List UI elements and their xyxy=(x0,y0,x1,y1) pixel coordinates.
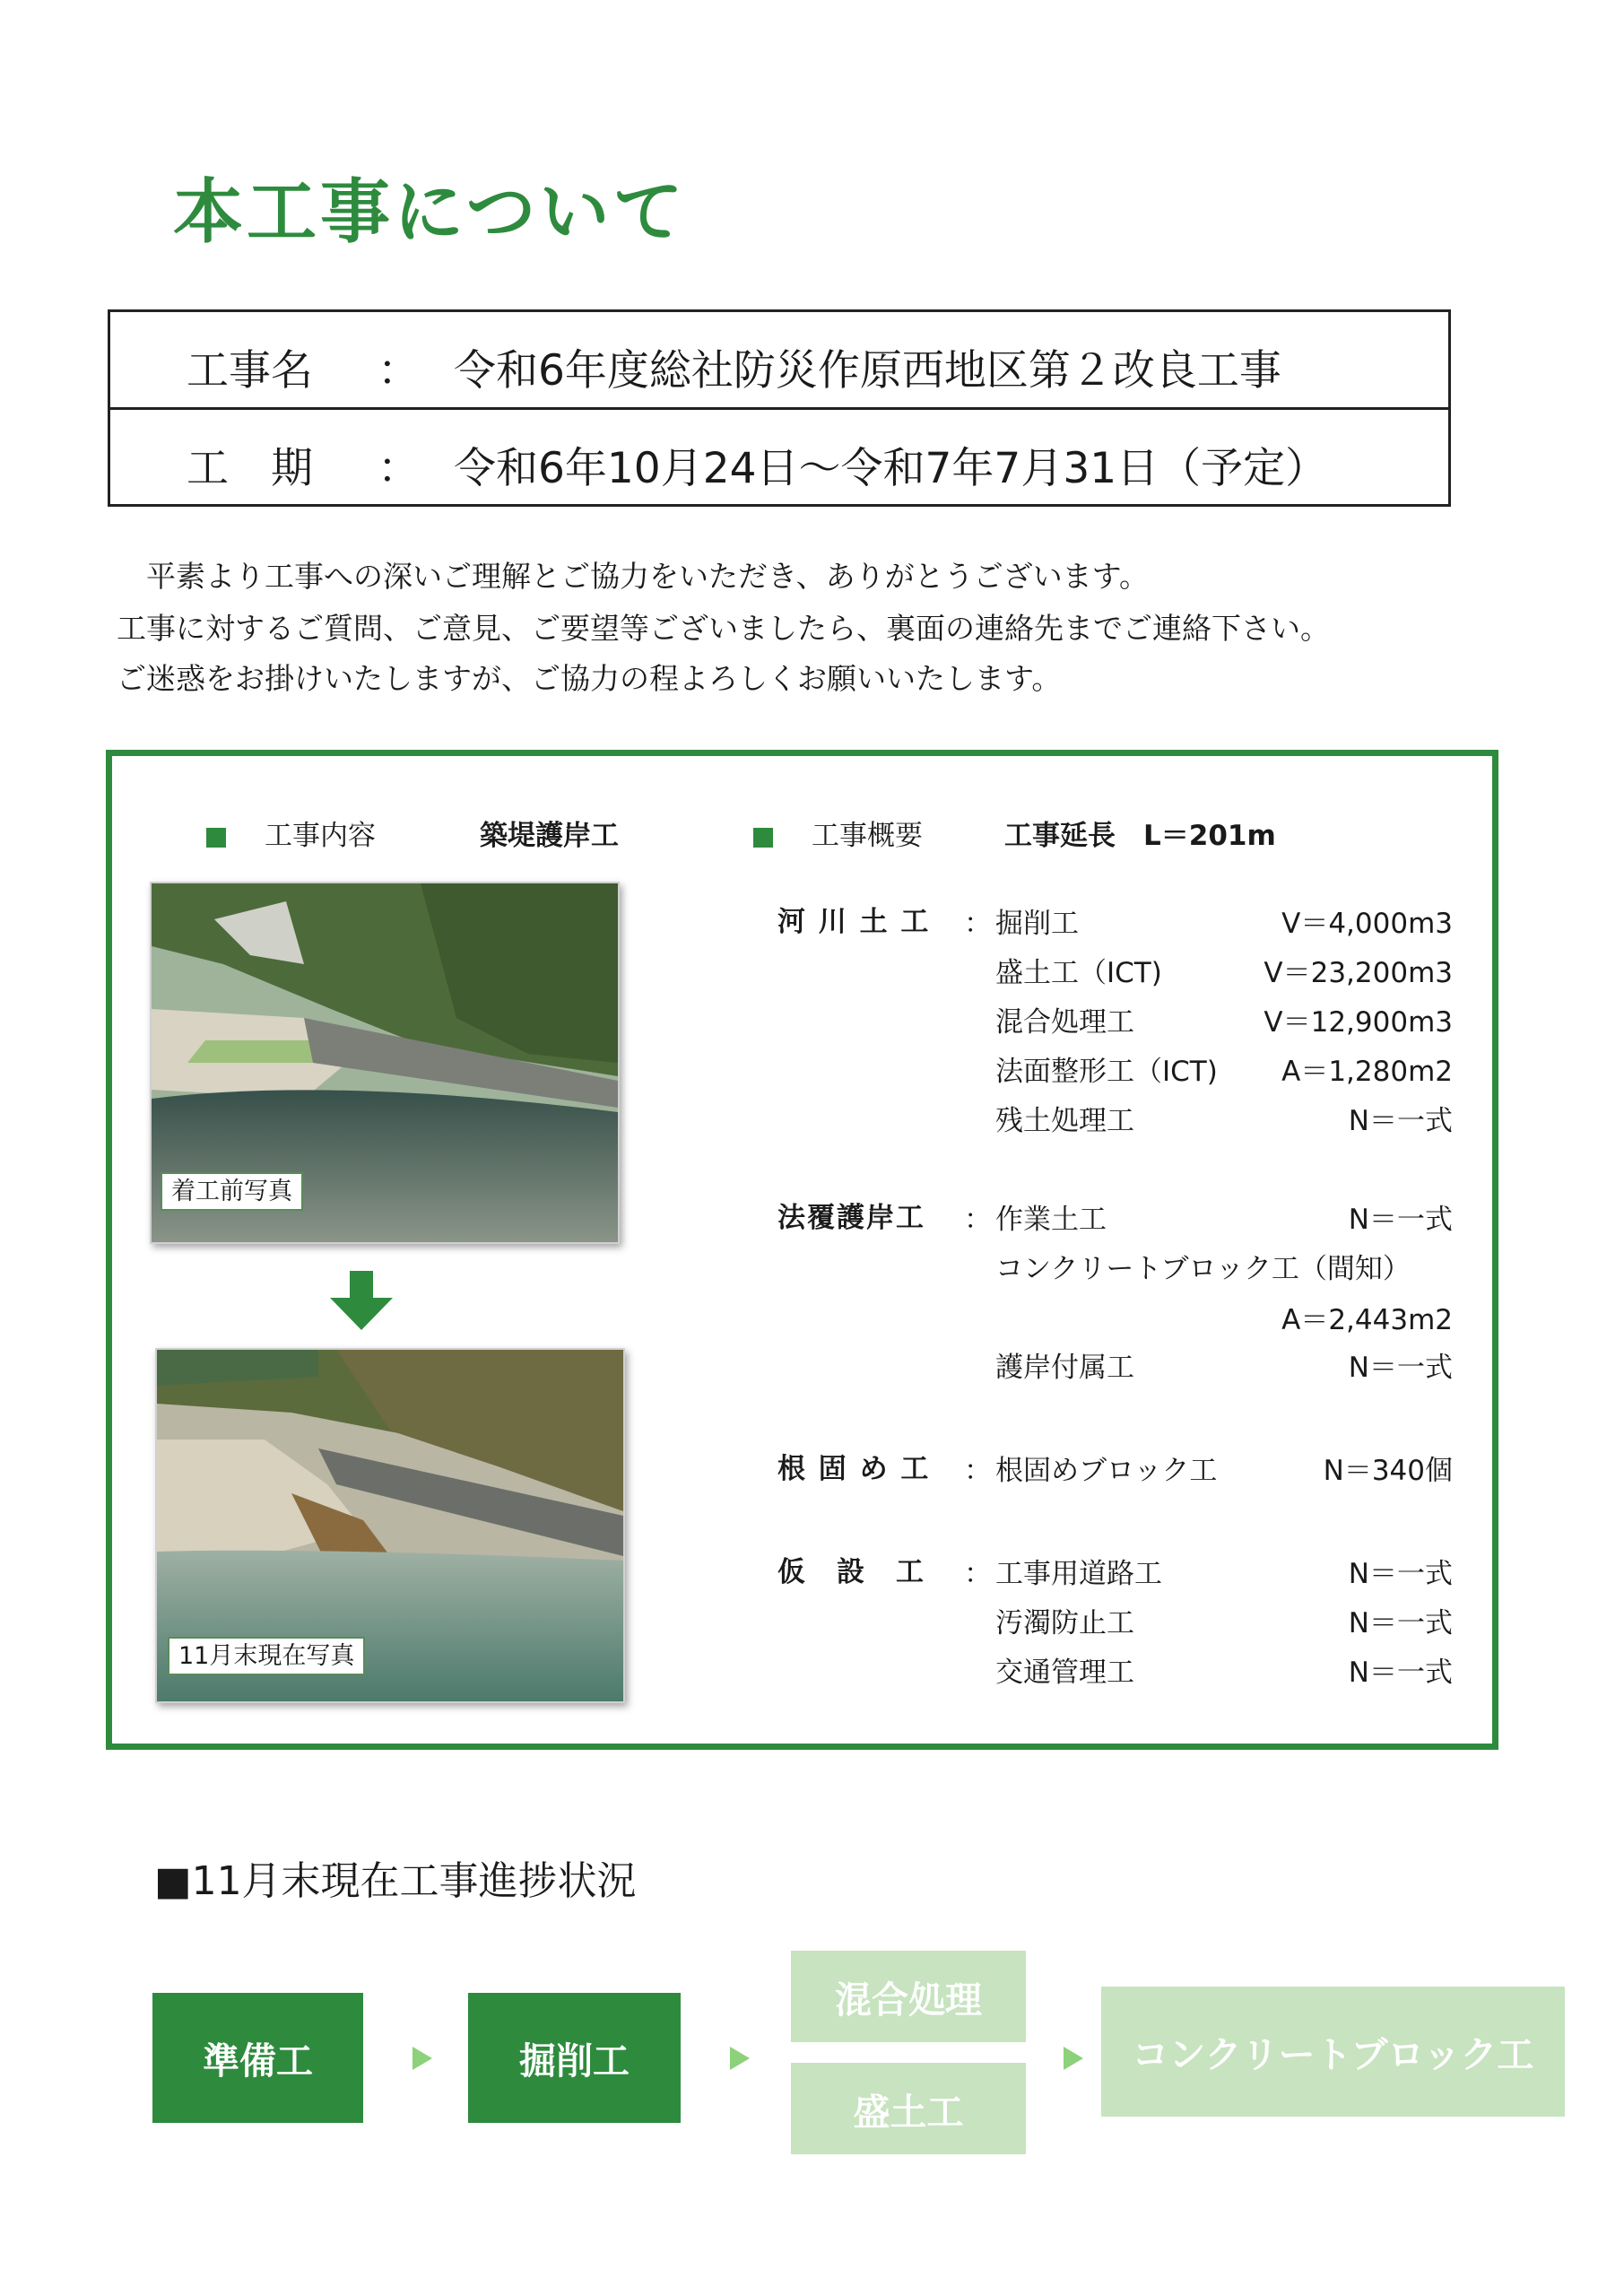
item-quantity: A＝1,280m2 xyxy=(1281,1056,1453,1088)
intro-line-3: ご迷惑をお掛けいたしますが、ご協力の程よろしくお願いいたします。 xyxy=(117,661,1062,696)
item-name: 盛土工（ICT) xyxy=(995,957,1162,989)
project-name-label: 工事名 xyxy=(187,346,313,396)
progress-step-preparation: 準備工 xyxy=(152,1993,363,2123)
item-quantity: N＝一式 xyxy=(1348,1607,1453,1639)
item-name: 工事用道路工 xyxy=(995,1558,1162,1590)
before-photo-caption: 着工前写真 xyxy=(161,1172,303,1211)
item-name: 残土処理工 xyxy=(995,1105,1134,1137)
project-summary-box xyxy=(106,750,1498,1750)
page-title: 本工事について xyxy=(173,172,687,253)
item-name: 法面整形工（ICT) xyxy=(995,1056,1218,1088)
item-name: 交通管理工 xyxy=(995,1657,1134,1689)
category-colon: ： xyxy=(964,1455,992,1487)
progress-step-concrete-block: コンクリートブロック工 xyxy=(1101,1987,1565,2117)
item-name: 汚濁防止工 xyxy=(995,1607,1134,1639)
category-foot-protection: 根 固 め 工 xyxy=(777,1453,931,1485)
project-period-row xyxy=(110,407,1448,507)
item-name: 護岸付属工 xyxy=(995,1352,1134,1384)
triangle-right-icon xyxy=(1064,2047,1083,2070)
progress-heading: ■11月末現在工事進捗状況 xyxy=(154,1858,637,1904)
project-period-label: 工 期 xyxy=(187,444,313,493)
project-name-row xyxy=(110,312,1448,409)
item-quantity: A＝2,443m2 xyxy=(1281,1304,1453,1336)
category-temporary-works: 仮 設 工 xyxy=(777,1556,925,1588)
item-quantity: N＝一式 xyxy=(1348,1558,1453,1590)
item-quantity: N＝一式 xyxy=(1348,1352,1453,1384)
category-slope-revetment: 法覆護岸工 xyxy=(777,1202,925,1234)
project-info-table xyxy=(108,309,1451,507)
item-name: 掘削工 xyxy=(995,908,1079,940)
overview-label: 工事概要 xyxy=(812,820,923,852)
bullet-square-icon xyxy=(206,828,226,848)
category-colon: ： xyxy=(964,1558,992,1590)
progress-step-embankment: 盛土工 xyxy=(791,2063,1026,2154)
project-name-value: 令和6年度総社防災作原西地区第２改良工事 xyxy=(454,346,1281,396)
category-colon: ： xyxy=(964,908,992,940)
category-river-earthwork: 河 川 土 工 xyxy=(777,906,931,938)
intro-line-1: 平素より工事への深いご理解とご協力をいただき、ありがとうございます。 xyxy=(117,559,1150,594)
bullet-square-icon xyxy=(753,828,773,848)
item-quantity: V＝4,000m3 xyxy=(1281,908,1453,940)
item-name: コンクリートブロック工（間知） xyxy=(995,1253,1411,1285)
arrow-down-icon xyxy=(326,1271,397,1334)
after-photo-caption: 11月末現在写真 xyxy=(168,1637,365,1675)
project-period-colon: ： xyxy=(378,444,420,493)
category-colon: ： xyxy=(964,1204,992,1236)
intro-line-2: 工事に対するご質問、ご意見、ご要望等ございましたら、裏面の連絡先までご連絡下さい。 xyxy=(117,611,1330,646)
content-value: 築堤護岸工 xyxy=(480,820,619,852)
item-quantity: N＝340個 xyxy=(1323,1455,1453,1487)
progress-step-mixing: 混合処理 xyxy=(791,1951,1026,2042)
item-quantity: V＝23,200m3 xyxy=(1264,957,1453,989)
overview-value: 工事延長 L＝201m xyxy=(1004,820,1276,852)
item-quantity: N＝一式 xyxy=(1348,1105,1453,1137)
current-progress-photo xyxy=(155,1348,625,1703)
project-period-value: 令和6年10月24日～令和7年7月31日（予定） xyxy=(454,444,1328,493)
item-quantity: N＝一式 xyxy=(1348,1657,1453,1689)
progress-step-excavation: 掘削工 xyxy=(468,1993,681,2123)
content-label: 工事内容 xyxy=(265,820,376,852)
triangle-right-icon xyxy=(413,2047,432,2070)
item-quantity: N＝一式 xyxy=(1348,1204,1453,1236)
item-name: 混合処理工 xyxy=(995,1006,1134,1039)
item-name: 根固めブロック工 xyxy=(995,1455,1218,1487)
item-quantity: V＝12,900m3 xyxy=(1264,1006,1453,1039)
project-name-colon: ： xyxy=(378,346,420,396)
before-construction-photo xyxy=(150,882,620,1244)
item-name: 作業土工 xyxy=(995,1204,1107,1236)
triangle-right-icon xyxy=(730,2047,750,2070)
